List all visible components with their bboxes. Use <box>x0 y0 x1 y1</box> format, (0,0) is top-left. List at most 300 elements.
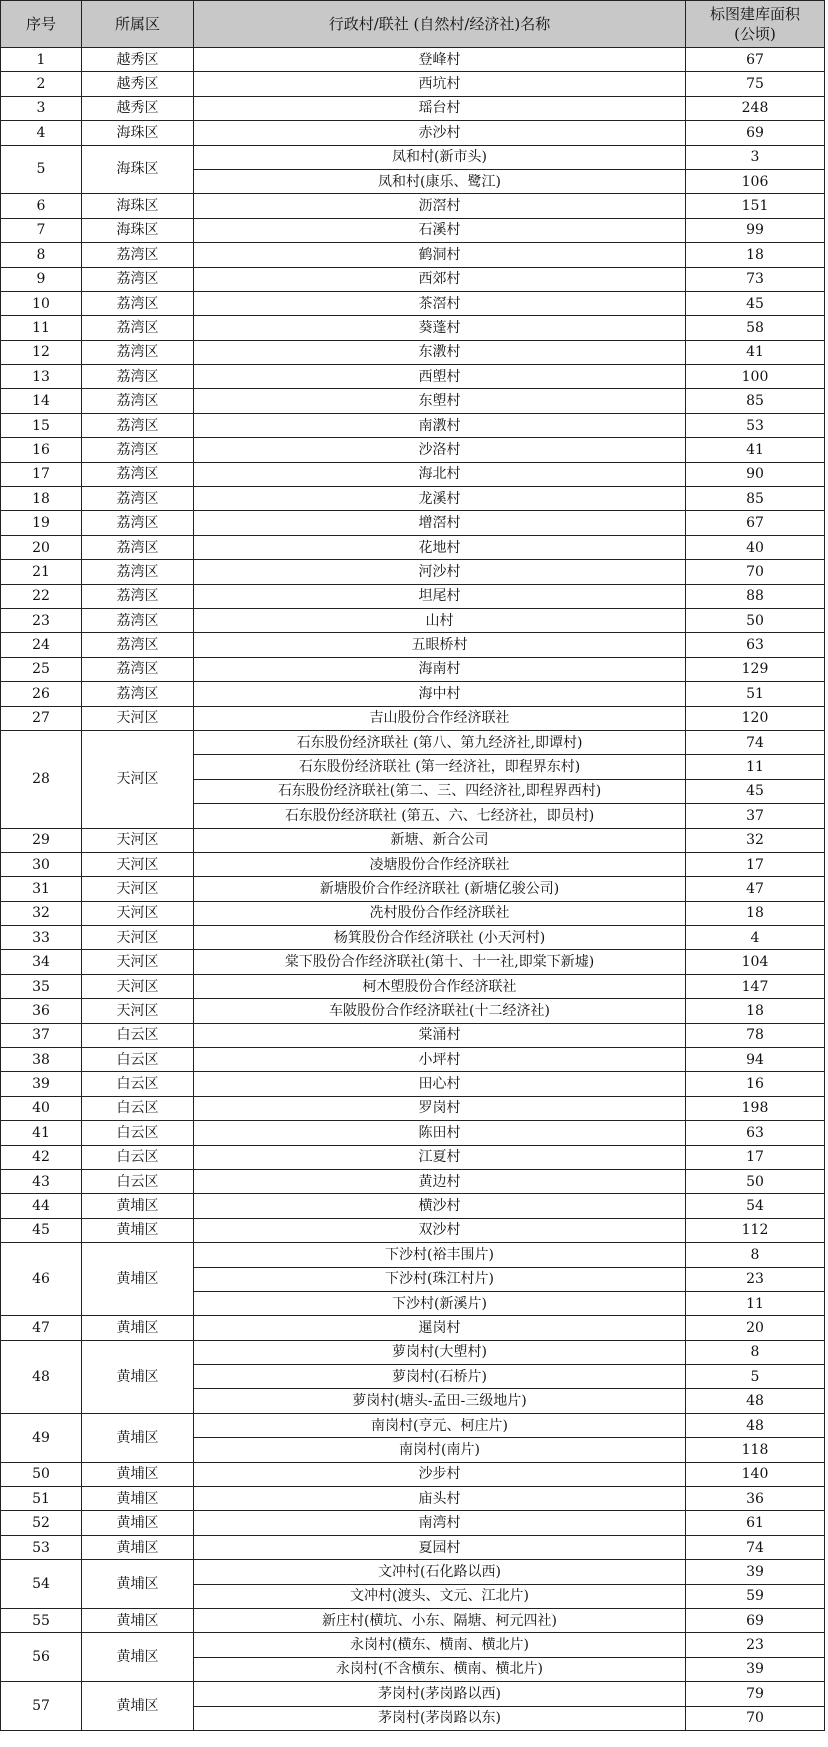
table-row <box>1 657 825 681</box>
cell-no: 37 <box>1 1023 82 1047</box>
cell-district: 荔湾区 <box>82 389 194 413</box>
table-row <box>1 1145 825 1169</box>
cell-no: 27 <box>1 706 82 730</box>
cell-area: 32 <box>686 828 825 852</box>
cell-area: 198 <box>686 1096 825 1120</box>
cell-no: 29 <box>1 828 82 852</box>
cell-area: 58 <box>686 316 825 340</box>
cell-name: 田心村 <box>194 1072 686 1096</box>
cell-no: 53 <box>1 1535 82 1559</box>
table-row <box>1 1048 825 1072</box>
table-row <box>1 633 825 657</box>
table-row <box>1 1462 825 1486</box>
cell-no: 4 <box>1 121 82 145</box>
cell-name: 西郊村 <box>194 267 686 291</box>
cell-district: 天河区 <box>82 877 194 901</box>
cell-district: 荔湾区 <box>82 682 194 706</box>
cell-area: 63 <box>686 1121 825 1145</box>
cell-name: 横沙村 <box>194 1194 686 1218</box>
cell-district: 天河区 <box>82 999 194 1023</box>
table-row <box>1 974 825 998</box>
cell-district: 荔湾区 <box>82 608 194 632</box>
cell-name: 五眼桥村 <box>194 633 686 657</box>
cell-area: 78 <box>686 1023 825 1047</box>
cell-name: 沥滘村 <box>194 194 686 218</box>
cell-no: 17 <box>1 462 82 486</box>
cell-name: 罗岗村 <box>194 1096 686 1120</box>
cell-area: 99 <box>686 218 825 242</box>
table-row <box>1 950 825 974</box>
cell-area: 88 <box>686 584 825 608</box>
cell-name: 永岗村(横东、横南、横北片) <box>194 1633 686 1657</box>
table-row <box>1 340 825 364</box>
cell-name: 下沙村(裕丰围片) <box>194 1243 686 1267</box>
table-row <box>1 1072 825 1096</box>
table-row <box>1 218 825 242</box>
cell-name: 江夏村 <box>194 1145 686 1169</box>
cell-name: 冼村股份合作经济联社 <box>194 901 686 925</box>
cell-area: 23 <box>686 1267 825 1291</box>
cell-area: 129 <box>686 657 825 681</box>
cell-name: 文冲村(渡头、文元、江北片) <box>194 1584 686 1608</box>
cell-name: 新庄村(横坑、小东、隔塘、柯元四社) <box>194 1609 686 1633</box>
cell-name: 双沙村 <box>194 1218 686 1242</box>
header-area-line2: (公顷) <box>734 25 776 43</box>
cell-district: 黄埔区 <box>82 1316 194 1340</box>
cell-area: 50 <box>686 608 825 632</box>
cell-district: 白云区 <box>82 1048 194 1072</box>
cell-no: 36 <box>1 999 82 1023</box>
cell-district: 荔湾区 <box>82 365 194 389</box>
table-body <box>1 48 825 1731</box>
cell-name: 车陂股份合作经济联社(十二经济社) <box>194 999 686 1023</box>
table-row <box>1 267 825 291</box>
cell-name: 赤沙村 <box>194 121 686 145</box>
cell-no: 7 <box>1 218 82 242</box>
cell-area: 85 <box>686 487 825 511</box>
cell-name: 南漖村 <box>194 413 686 437</box>
cell-district: 天河区 <box>82 828 194 852</box>
cell-district: 荔湾区 <box>82 657 194 681</box>
table-row <box>1 316 825 340</box>
cell-name: 石东股份经济联社(第二、三、四经济社,即程界西村) <box>194 779 686 803</box>
cell-area: 20 <box>686 1316 825 1340</box>
cell-no: 46 <box>1 1243 82 1316</box>
table-row <box>1 413 825 437</box>
cell-district: 黄埔区 <box>82 1535 194 1559</box>
cell-name: 茶滘村 <box>194 291 686 315</box>
cell-no: 26 <box>1 682 82 706</box>
cell-district: 越秀区 <box>82 72 194 96</box>
cell-district: 海珠区 <box>82 145 194 194</box>
header-no: 序号 <box>1 1 82 48</box>
cell-district: 天河区 <box>82 730 194 828</box>
cell-name: 沙步村 <box>194 1462 686 1486</box>
table-row <box>1 121 825 145</box>
cell-area: 18 <box>686 999 825 1023</box>
cell-no: 21 <box>1 560 82 584</box>
cell-name: 石东股份经济联社 (第五、六、七经济社，即员村) <box>194 804 686 828</box>
table-row <box>1 438 825 462</box>
cell-district: 黄埔区 <box>82 1487 194 1511</box>
table-row <box>1 389 825 413</box>
table-row <box>1 535 825 559</box>
cell-district: 荔湾区 <box>82 340 194 364</box>
cell-no: 5 <box>1 145 82 194</box>
table-row <box>1 608 825 632</box>
header-name: 行政村/联社 (自然村/经济社)名称 <box>194 1 686 48</box>
table-row <box>1 1194 825 1218</box>
cell-district: 天河区 <box>82 926 194 950</box>
cell-district: 荔湾区 <box>82 535 194 559</box>
cell-area: 63 <box>686 633 825 657</box>
cell-district: 黄埔区 <box>82 1609 194 1633</box>
cell-area: 16 <box>686 1072 825 1096</box>
cell-area: 79 <box>686 1682 825 1706</box>
cell-area: 4 <box>686 926 825 950</box>
cell-name: 萝岗村(大塱村) <box>194 1340 686 1364</box>
cell-no: 43 <box>1 1169 82 1193</box>
table-row <box>1 194 825 218</box>
table-row <box>1 1316 825 1340</box>
cell-area: 112 <box>686 1218 825 1242</box>
cell-area: 39 <box>686 1657 825 1681</box>
cell-name: 山村 <box>194 608 686 632</box>
cell-name: 新塘股价合作经济联社 (新塘亿骏公司) <box>194 877 686 901</box>
cell-name: 鹤洞村 <box>194 243 686 267</box>
cell-name: 茅岗村(茅岗路以西) <box>194 1682 686 1706</box>
cell-area: 8 <box>686 1340 825 1364</box>
table-row <box>1 1633 825 1657</box>
cell-district: 海珠区 <box>82 194 194 218</box>
cell-no: 19 <box>1 511 82 535</box>
cell-district: 荔湾区 <box>82 584 194 608</box>
cell-no: 20 <box>1 535 82 559</box>
header-area <box>686 1 825 48</box>
cell-district: 荔湾区 <box>82 633 194 657</box>
table-row <box>1 901 825 925</box>
cell-district: 荔湾区 <box>82 560 194 584</box>
cell-district: 黄埔区 <box>82 1462 194 1486</box>
cell-area: 18 <box>686 901 825 925</box>
cell-name: 庙头村 <box>194 1487 686 1511</box>
table-row <box>1 560 825 584</box>
table-row <box>1 730 825 754</box>
cell-district: 荔湾区 <box>82 316 194 340</box>
cell-name: 陈田村 <box>194 1121 686 1145</box>
table-row <box>1 877 825 901</box>
cell-area: 53 <box>686 413 825 437</box>
cell-district: 黄埔区 <box>82 1218 194 1242</box>
cell-no: 25 <box>1 657 82 681</box>
table-row <box>1 706 825 730</box>
cell-district: 荔湾区 <box>82 487 194 511</box>
cell-name: 增滘村 <box>194 511 686 535</box>
cell-district: 荔湾区 <box>82 291 194 315</box>
cell-district: 荔湾区 <box>82 511 194 535</box>
cell-area: 118 <box>686 1438 825 1462</box>
cell-no: 55 <box>1 1609 82 1633</box>
cell-area: 11 <box>686 1291 825 1315</box>
cell-area: 54 <box>686 1194 825 1218</box>
cell-name: 下沙村(珠江村片) <box>194 1267 686 1291</box>
table-row <box>1 145 825 169</box>
cell-area: 94 <box>686 1048 825 1072</box>
cell-name: 柯木塱股份合作经济联社 <box>194 974 686 998</box>
cell-no: 18 <box>1 487 82 511</box>
cell-area: 70 <box>686 560 825 584</box>
cell-name: 萝岗村(石桥片) <box>194 1365 686 1389</box>
cell-area: 45 <box>686 779 825 803</box>
cell-area: 90 <box>686 462 825 486</box>
cell-area: 69 <box>686 121 825 145</box>
table-row <box>1 1121 825 1145</box>
cell-no: 16 <box>1 438 82 462</box>
cell-name: 沙洛村 <box>194 438 686 462</box>
cell-area: 41 <box>686 340 825 364</box>
cell-area: 48 <box>686 1413 825 1437</box>
cell-name: 西塱村 <box>194 365 686 389</box>
table-row <box>1 243 825 267</box>
cell-name: 海中村 <box>194 682 686 706</box>
cell-area: 69 <box>686 1609 825 1633</box>
cell-name: 登峰村 <box>194 48 686 72</box>
cell-no: 8 <box>1 243 82 267</box>
cell-area: 248 <box>686 96 825 120</box>
cell-district: 荔湾区 <box>82 243 194 267</box>
cell-area: 73 <box>686 267 825 291</box>
cell-area: 23 <box>686 1633 825 1657</box>
cell-no: 56 <box>1 1633 82 1682</box>
cell-area: 106 <box>686 169 825 193</box>
table-row <box>1 1535 825 1559</box>
cell-no: 42 <box>1 1145 82 1169</box>
table-header-row <box>1 1 825 48</box>
table-row <box>1 682 825 706</box>
cell-no: 30 <box>1 852 82 876</box>
cell-name: 石溪村 <box>194 218 686 242</box>
cell-area: 41 <box>686 438 825 462</box>
header-district: 所属区 <box>82 1 194 48</box>
cell-name: 黄边村 <box>194 1169 686 1193</box>
cell-district: 天河区 <box>82 706 194 730</box>
table-row <box>1 1413 825 1437</box>
cell-no: 10 <box>1 291 82 315</box>
cell-district: 黄埔区 <box>82 1194 194 1218</box>
cell-district: 白云区 <box>82 1023 194 1047</box>
cell-district: 黄埔区 <box>82 1413 194 1462</box>
cell-district: 天河区 <box>82 852 194 876</box>
cell-district: 荔湾区 <box>82 413 194 437</box>
cell-district: 天河区 <box>82 950 194 974</box>
cell-no: 32 <box>1 901 82 925</box>
cell-no: 12 <box>1 340 82 364</box>
table-row <box>1 48 825 72</box>
table-row <box>1 1560 825 1584</box>
cell-area: 140 <box>686 1462 825 1486</box>
table-row <box>1 1682 825 1706</box>
cell-name: 下沙村(新溪片) <box>194 1291 686 1315</box>
cell-area: 85 <box>686 389 825 413</box>
cell-name: 坦尾村 <box>194 584 686 608</box>
cell-no: 22 <box>1 584 82 608</box>
cell-no: 23 <box>1 608 82 632</box>
cell-no: 34 <box>1 950 82 974</box>
table-row <box>1 96 825 120</box>
cell-district: 天河区 <box>82 974 194 998</box>
cell-district: 黄埔区 <box>82 1682 194 1731</box>
cell-no: 45 <box>1 1218 82 1242</box>
cell-name: 小坪村 <box>194 1048 686 1072</box>
table-row <box>1 1511 825 1535</box>
cell-name: 南岗村(南片) <box>194 1438 686 1462</box>
cell-no: 51 <box>1 1487 82 1511</box>
table-row <box>1 1023 825 1047</box>
cell-name: 凤和村(新市头) <box>194 145 686 169</box>
cell-no: 44 <box>1 1194 82 1218</box>
cell-area: 67 <box>686 511 825 535</box>
cell-name: 茅岗村(茅岗路以东) <box>194 1706 686 1730</box>
cell-area: 8 <box>686 1243 825 1267</box>
cell-district: 黄埔区 <box>82 1560 194 1609</box>
cell-name: 永岗村(不含横东、横南、横北片) <box>194 1657 686 1681</box>
cell-no: 41 <box>1 1121 82 1145</box>
cell-no: 40 <box>1 1096 82 1120</box>
cell-no: 13 <box>1 365 82 389</box>
cell-district: 越秀区 <box>82 48 194 72</box>
header-area-line1: 标图建库面积 <box>709 5 800 23</box>
cell-name: 新塘、新合公司 <box>194 828 686 852</box>
cell-no: 15 <box>1 413 82 437</box>
cell-district: 黄埔区 <box>82 1633 194 1682</box>
cell-name: 河沙村 <box>194 560 686 584</box>
cell-area: 37 <box>686 804 825 828</box>
cell-area: 5 <box>686 1365 825 1389</box>
table-row <box>1 828 825 852</box>
cell-district: 海珠区 <box>82 121 194 145</box>
cell-area: 47 <box>686 877 825 901</box>
table-row <box>1 462 825 486</box>
cell-no: 1 <box>1 48 82 72</box>
cell-district: 荔湾区 <box>82 462 194 486</box>
cell-no: 11 <box>1 316 82 340</box>
cell-no: 2 <box>1 72 82 96</box>
cell-area: 61 <box>686 1511 825 1535</box>
cell-name: 海南村 <box>194 657 686 681</box>
cell-name: 东塱村 <box>194 389 686 413</box>
cell-no: 38 <box>1 1048 82 1072</box>
cell-area: 50 <box>686 1169 825 1193</box>
cell-area: 17 <box>686 852 825 876</box>
cell-district: 海珠区 <box>82 218 194 242</box>
cell-area: 17 <box>686 1145 825 1169</box>
cell-name: 暹岗村 <box>194 1316 686 1340</box>
table-row <box>1 1243 825 1267</box>
cell-area: 74 <box>686 1535 825 1559</box>
cell-district: 荔湾区 <box>82 438 194 462</box>
cell-name: 海北村 <box>194 462 686 486</box>
cell-name: 南岗村(亨元、柯庄片) <box>194 1413 686 1437</box>
cell-area: 74 <box>686 730 825 754</box>
cell-area: 39 <box>686 1560 825 1584</box>
cell-area: 151 <box>686 194 825 218</box>
cell-name: 东漖村 <box>194 340 686 364</box>
cell-no: 3 <box>1 96 82 120</box>
cell-name: 杨箕股份合作经济联社 (小天河村) <box>194 926 686 950</box>
cell-area: 67 <box>686 48 825 72</box>
cell-name: 石东股份经济联社 (第八、第九经济社,即谭村) <box>194 730 686 754</box>
cell-district: 荔湾区 <box>82 267 194 291</box>
cell-name: 棠下股份合作经济联社(第十、十一社,即棠下新墟) <box>194 950 686 974</box>
cell-district: 白云区 <box>82 1121 194 1145</box>
cell-district: 白云区 <box>82 1096 194 1120</box>
cell-no: 50 <box>1 1462 82 1486</box>
cell-area: 3 <box>686 145 825 169</box>
cell-area: 40 <box>686 535 825 559</box>
cell-no: 31 <box>1 877 82 901</box>
cell-no: 6 <box>1 194 82 218</box>
cell-district: 黄埔区 <box>82 1243 194 1316</box>
table-row <box>1 999 825 1023</box>
table-row <box>1 365 825 389</box>
cell-name: 龙溪村 <box>194 487 686 511</box>
cell-district: 越秀区 <box>82 96 194 120</box>
cell-area: 45 <box>686 291 825 315</box>
cell-no: 48 <box>1 1340 82 1413</box>
table-row <box>1 1487 825 1511</box>
cell-district: 天河区 <box>82 901 194 925</box>
cell-area: 51 <box>686 682 825 706</box>
cell-name: 凌塘股份合作经济联社 <box>194 852 686 876</box>
cell-area: 100 <box>686 365 825 389</box>
table-row <box>1 1169 825 1193</box>
cell-name: 南湾村 <box>194 1511 686 1535</box>
cell-name: 瑶台村 <box>194 96 686 120</box>
cell-name: 石东股份经济联社 (第一经济社，即程界东村) <box>194 755 686 779</box>
cell-no: 35 <box>1 974 82 998</box>
cell-area: 104 <box>686 950 825 974</box>
cell-name: 凤和村(康乐、鹭江) <box>194 169 686 193</box>
cell-name: 文冲村(石化路以西) <box>194 1560 686 1584</box>
table-row <box>1 487 825 511</box>
table-row <box>1 584 825 608</box>
cell-district: 黄埔区 <box>82 1340 194 1413</box>
cell-area: 59 <box>686 1584 825 1608</box>
cell-area: 18 <box>686 243 825 267</box>
cell-name: 花地村 <box>194 535 686 559</box>
cell-no: 33 <box>1 926 82 950</box>
cell-area: 36 <box>686 1487 825 1511</box>
cell-name: 夏园村 <box>194 1535 686 1559</box>
cell-no: 39 <box>1 1072 82 1096</box>
table-row <box>1 852 825 876</box>
table-row <box>1 1340 825 1364</box>
cell-no: 49 <box>1 1413 82 1462</box>
cell-no: 24 <box>1 633 82 657</box>
cell-no: 14 <box>1 389 82 413</box>
cell-district: 白云区 <box>82 1169 194 1193</box>
cell-district: 白云区 <box>82 1072 194 1096</box>
cell-area: 147 <box>686 974 825 998</box>
cell-district: 黄埔区 <box>82 1511 194 1535</box>
cell-name: 西坑村 <box>194 72 686 96</box>
cell-name: 萝岗村(塘头-孟田-三级地片) <box>194 1389 686 1413</box>
cell-no: 9 <box>1 267 82 291</box>
cell-area: 11 <box>686 755 825 779</box>
table-row <box>1 926 825 950</box>
table-row <box>1 1609 825 1633</box>
table-row <box>1 1218 825 1242</box>
